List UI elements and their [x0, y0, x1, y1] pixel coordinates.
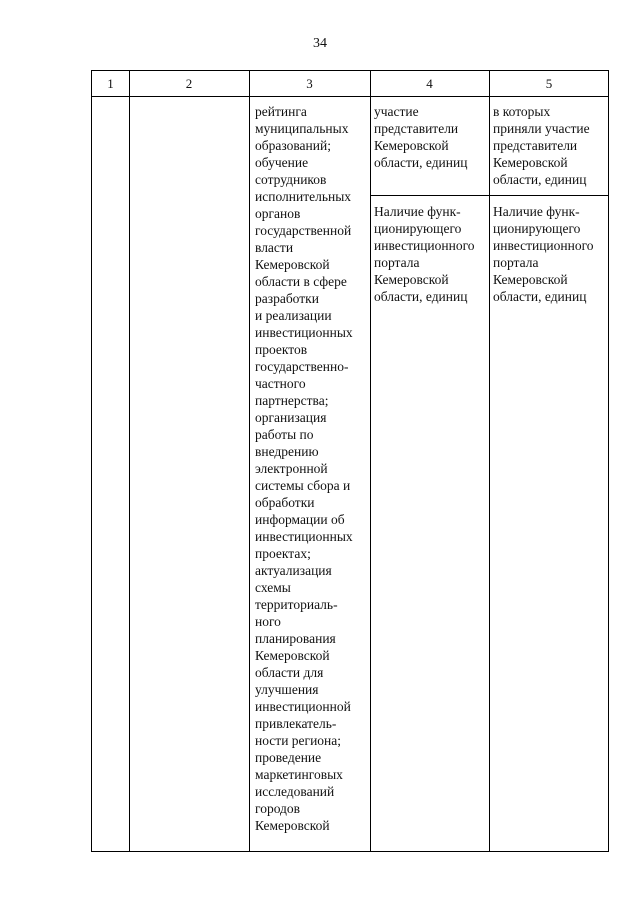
header-cell-2: 2 [185, 76, 193, 91]
column-divider-4 [489, 71, 490, 851]
header-cell-1: 1 [107, 76, 114, 91]
cell-col5-block2: Наличие функ- ционирующего инвестиционного портала Кемеровской области, единиц [493, 204, 594, 304]
header-cell-4: 4 [426, 76, 433, 91]
document-table [91, 70, 609, 852]
column-divider-3 [370, 71, 371, 851]
column-divider-1 [129, 71, 130, 851]
column-divider-2 [249, 71, 250, 851]
cell-col4-block1: участие представители Кемеровской области, единиц [374, 104, 468, 170]
row-divider-sub [370, 195, 609, 196]
table-header-row [92, 71, 608, 97]
header-cell-3: 3 [306, 76, 313, 91]
cell-col5-block1: в которых приняли участие представители Кемеровской области, единиц [493, 104, 590, 187]
page-number: 34 [313, 36, 327, 51]
header-cell-5: 5 [545, 76, 553, 91]
cell-col4-block2: Наличие функ- ционирующего инвестиционного портала Кемеровской области, единиц [374, 204, 475, 304]
cell-col3-text: рейтинга муниципальных образований; обучение сотрудников исполнительных органов государственной власти Кемеровской области в сфере разработки и реализации инвестиционных проектов государственно- частного партнерства; организация работы по внедрению электронной системы сбора и обработки информации об инвестиционных проектах; актуализация схемы территориаль- ного планирования Кемеровской области для улучшения инвестиционной привлекатель- ности региона; проведение маркетинговых исследований городов Кемеровской [255, 104, 353, 833]
